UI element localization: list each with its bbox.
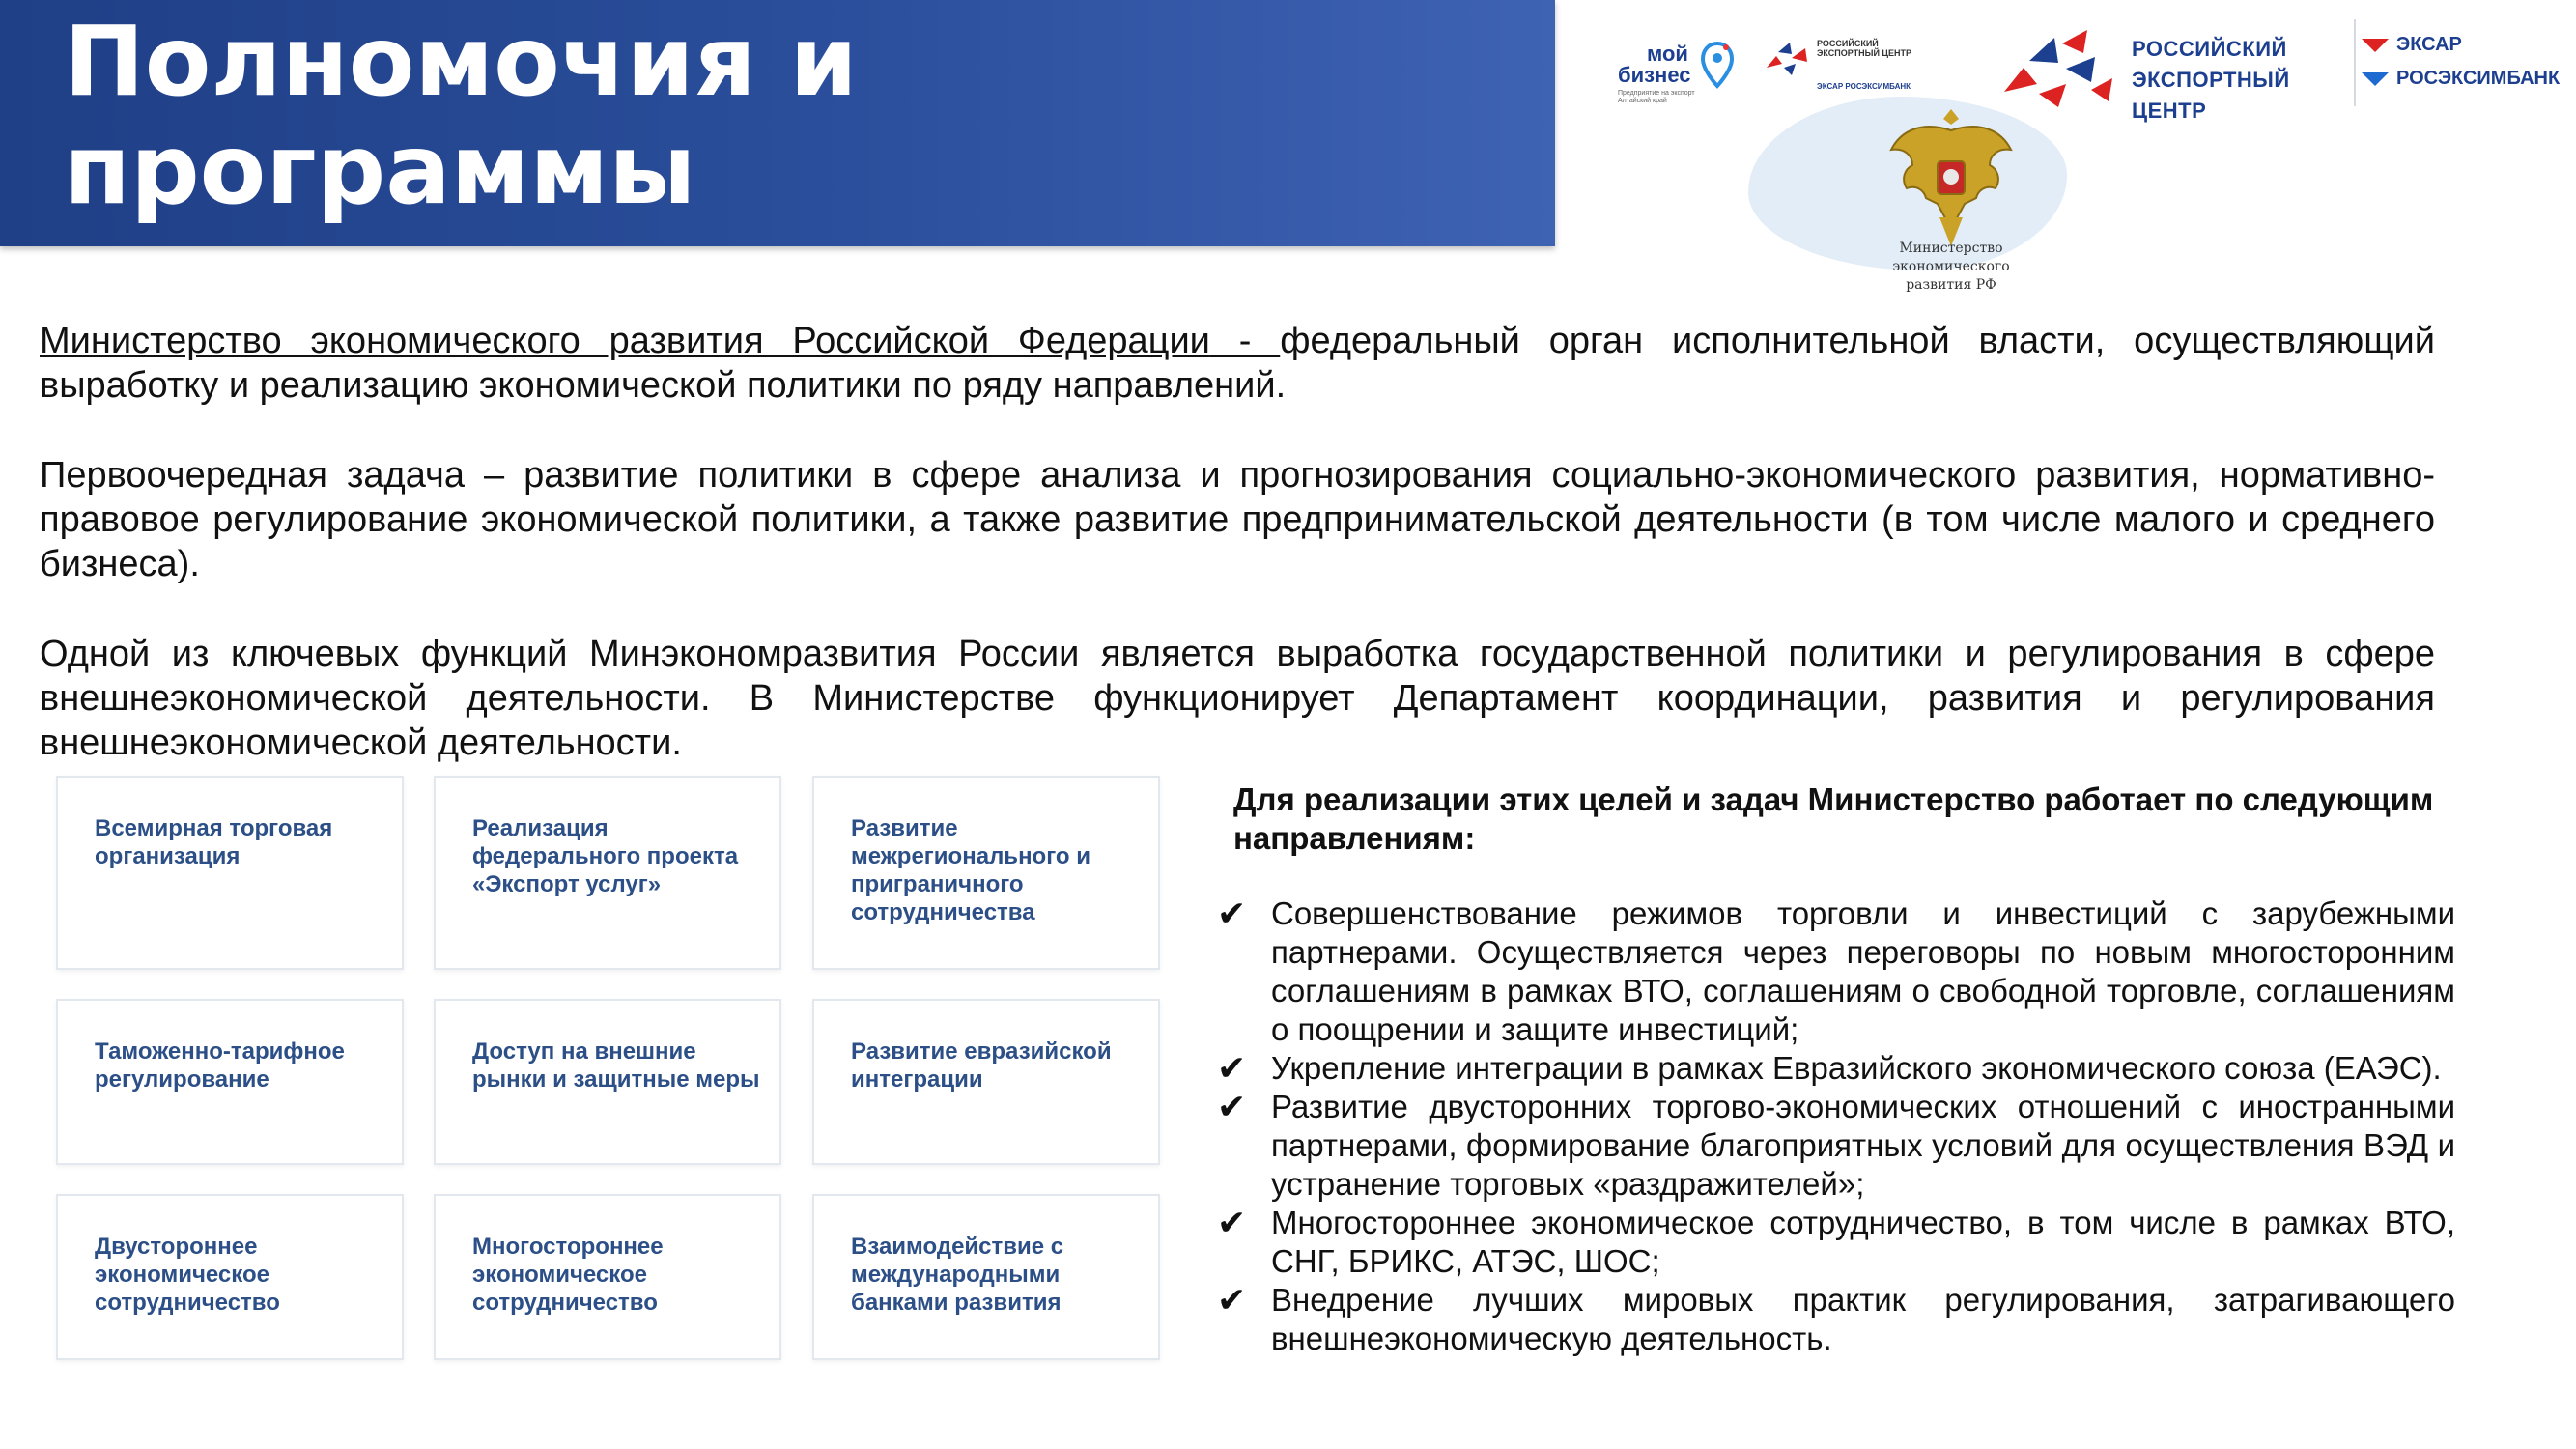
card-market-access[interactable] xyxy=(434,999,781,1165)
rec-line2: ЭКСПОРТНЫЙ ЦЕНТР xyxy=(2132,68,2290,123)
directions-heading: Для реализации этих целей и задач Министерство работает по следующим направлениям: xyxy=(1233,781,2434,856)
card-bilateral[interactable] xyxy=(56,1194,404,1360)
directions-list xyxy=(1217,895,2455,1358)
checkmark-icon: ✔ xyxy=(1217,1203,1247,1242)
list-item xyxy=(1217,1049,2455,1088)
card-services-export[interactable] xyxy=(434,776,781,970)
roseximbank-name: РОСЭКСИМБАНК xyxy=(2396,68,2561,89)
list-item-text: Совершенствование режимов торговли и инвестиций с зарубежными партнерами. Осуществляется через переговоры по новым многосторонним соглашениям в рамках ВТО, соглашениям о свободной торговле, соглашениям о поощрении и защите инвестиций; xyxy=(1271,895,2455,1047)
checkmark-icon: ✔ xyxy=(1217,1087,1247,1126)
card-label: Реализация федерального проекта «Экспорт услуг» xyxy=(472,815,739,897)
card-label: Таможенно-тарифное регулирование xyxy=(95,1038,345,1093)
pin-icon xyxy=(1701,42,1734,90)
exiar-triangle-icon xyxy=(2362,39,2389,52)
paragraph-ministry-definition xyxy=(40,319,2435,408)
list-item xyxy=(1217,1281,2455,1358)
rec-logo-text xyxy=(2132,34,2342,127)
card-label: Взаимодействие с международными банками развития xyxy=(851,1234,1064,1316)
exiar-row xyxy=(2362,34,2462,55)
card-customs-tariff[interactable] xyxy=(56,999,404,1165)
rec-small-line1: РОССИЙСКИЙ ЭКСПОРТНЫЙ ЦЕНТР xyxy=(1817,39,1911,58)
rec-small-line2: ЭКСАР РОСЭКСИМБАНК xyxy=(1817,82,1911,91)
moy-biznes-logo-text xyxy=(1618,43,1691,86)
coat-of-arms-icon xyxy=(1883,101,2019,256)
card-label: Доступ на внешние рынки и защитные меры xyxy=(472,1038,760,1093)
list-item xyxy=(1217,895,2455,1049)
card-label: Развитие межрегионального и приграничного сотрудничества xyxy=(851,815,1090,925)
card-label: Всемирная торговая организация xyxy=(95,815,333,869)
list-item xyxy=(1217,1088,2455,1204)
ministry-dash: - xyxy=(1209,321,1281,361)
rec-logo xyxy=(1995,19,2342,123)
partner-logos xyxy=(1584,19,2569,299)
list-item xyxy=(1217,1204,2455,1281)
card-label: Многостороннее экономическое сотрудничество xyxy=(472,1234,664,1316)
rec-mark-icon xyxy=(1995,24,2120,111)
page-title: Полномочия и программы xyxy=(64,5,858,226)
ministry-caption: Министерство экономического развития РФ xyxy=(1892,241,2010,293)
card-interregional[interactable] xyxy=(812,776,1160,970)
moy-biznes-tagline: Предприятие на экспорт Алтайский край xyxy=(1618,90,1695,104)
roseximbank-triangle-icon xyxy=(2362,72,2389,86)
paragraph-primary-task: Первоочередная задача – развитие политики в сфере анализа и прогнозирования социально-экономического развития, нормативно-правовое регулирование экономической политики, а также развитие предпринимательской деятельности (в том числе малого и среднего бизнеса). xyxy=(40,455,2435,584)
list-item-text: Укрепление интеграции в рамках Евразийского экономического союза (ЕАЭС). xyxy=(1271,1050,2442,1086)
ministry-definition-text: федеральный орган исполнительной власти, осуществляющий выработку и реализацию экономической политики по ряду направлений. xyxy=(40,321,2435,406)
moy-biznes-line1: мой xyxy=(1647,42,1688,66)
ministry-link[interactable]: Министерство экономического развития Российской Федерации xyxy=(40,321,1210,361)
checkmark-icon: ✔ xyxy=(1217,1280,1247,1320)
header-banner xyxy=(0,0,1555,246)
logo-divider xyxy=(2354,19,2356,106)
rec-line1: РОССИЙСКИЙ xyxy=(2132,37,2287,61)
card-multilateral[interactable] xyxy=(434,1194,781,1360)
card-label: Развитие евразийской интеграции xyxy=(851,1038,1112,1093)
rec-small-mark-icon xyxy=(1763,39,1815,77)
list-item-text: Многостороннее экономическое сотрудничество, в том числе в рамках ВТО, СНГ, БРИКС, АТЭС, ШОС; xyxy=(1271,1205,2455,1279)
moy-biznes-line2: бизнес xyxy=(1618,63,1691,87)
paragraph-key-functions: Одной из ключевых функций Минэкономразвития России является выработка государственной политики и регулирования в сфере внешнеэкономической деятельности. В Министерстве функционирует Департамент координации, развития и регулирования внешнеэкономической деятельности. xyxy=(40,634,2435,763)
checkmark-icon: ✔ xyxy=(1217,894,1247,933)
exiar-name: ЭКСАР xyxy=(2396,34,2462,55)
card-wto[interactable] xyxy=(56,776,404,970)
roseximbank-row xyxy=(2362,68,2560,89)
list-item-text: Внедрение лучших мировых практик регулирования, затрагивающего внешнеэкономическую деятельность. xyxy=(1271,1282,2455,1356)
card-development-banks[interactable] xyxy=(812,1194,1160,1360)
list-item-text: Развитие двусторонних торгово-экономических отношений с иностранными партнерами, формирование благоприятных условий для осуществления ВЭД и устранение торговых «раздражителей»; xyxy=(1271,1089,2455,1202)
exiar-logo xyxy=(2362,24,2574,111)
card-label: Двустороннее экономическое сотрудничество xyxy=(95,1234,280,1316)
moy-biznes-logo xyxy=(1618,34,1743,111)
card-eurasian-integration[interactable] xyxy=(812,999,1160,1165)
checkmark-icon: ✔ xyxy=(1217,1048,1247,1088)
